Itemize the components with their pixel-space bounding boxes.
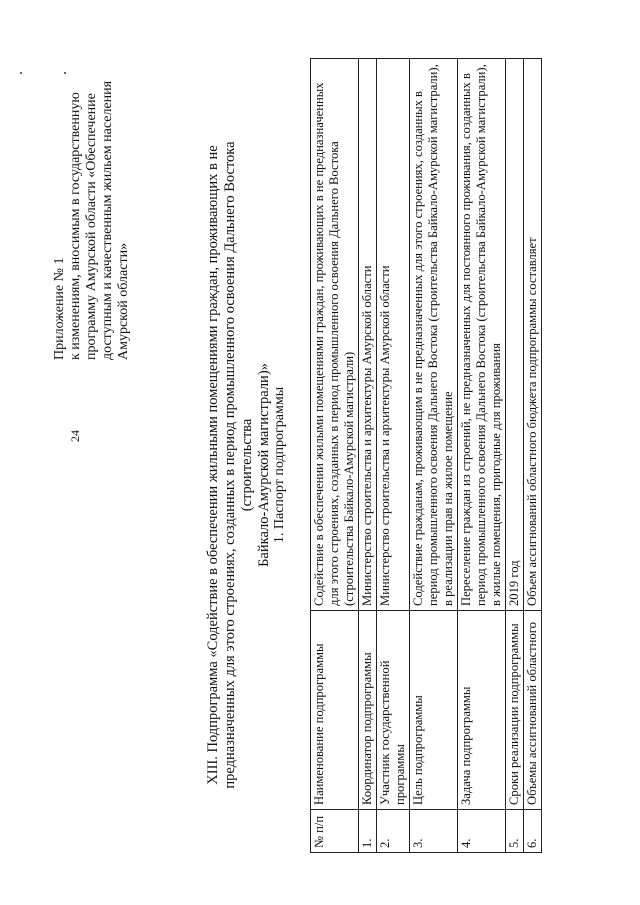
row-num: 6. [524, 810, 542, 853]
row-name: Сроки реализации подпрограммы [506, 611, 524, 810]
subprogram-heading [205, 105, 273, 825]
row-num: 4. [458, 810, 506, 853]
table-header-row [311, 59, 359, 853]
row-num: 1. [359, 810, 377, 853]
passport-table [310, 58, 542, 853]
table-row [359, 59, 377, 853]
row-num: 3. [410, 810, 458, 853]
row-name: Цель подпрограммы [410, 611, 458, 810]
passport-title: 1. Паспорт подпрограммы [272, 386, 287, 544]
heading-line: Байкало-Амурской магистрали)» [256, 363, 272, 567]
header-name: Наименование подпрограммы [311, 611, 359, 810]
heading-line: XIII. Подпрограмма «Содействие в обеспечении жильными помещениями граждан, проживающих в не [205, 145, 221, 785]
row-value: 2019 год [506, 59, 524, 611]
table-row [506, 59, 524, 853]
appendix-line: доступным и качественным жильем населения [100, 80, 115, 360]
header-num: № п/п [311, 810, 359, 853]
table-row [377, 59, 410, 853]
row-value: Объем ассигнований областного бюджета подпрограммы составляет [524, 59, 542, 611]
table-row [524, 59, 542, 853]
page-number: 24 [68, 430, 82, 442]
row-value: Содействие гражданам, проживающим в не предназначенных для этого строениях, созданных в период промышленного освоения Дальнего Востока (строительства Байкало-Амурской магистрали), в реализации прав на жилое помещение [410, 59, 458, 611]
table-row [458, 59, 506, 853]
appendix-title: Приложение № 1 [52, 257, 67, 360]
row-num: 2. [377, 810, 410, 853]
row-name: Задача подпрограммы [458, 611, 506, 810]
heading-line: предназначенных для этого строениях, созданных в период промышленного освоения Дальнего Востока (строительства [222, 141, 255, 789]
row-value: Министерство строительства и архитектуры Амурской области [359, 59, 377, 611]
row-name: Объемы ассигнований областного [524, 611, 542, 810]
appendix-line: Амурской области» [116, 242, 131, 360]
row-name: Участник государственной программы [377, 611, 410, 810]
row-value: Министерство строительства и архитектуры Амурской области [377, 59, 410, 611]
row-name: Координатор подпрограммы [359, 611, 377, 810]
appendix-line: программу Амурской области «Обеспечение [84, 93, 99, 360]
header-value: Содействие в обеспечении жилыми помещениями граждан, проживающих в не предназначенных для этого строениях, созданных в период промышленного освоения Дальнего Востока (строительства Байкало-Амурской магистрали) [311, 59, 359, 611]
appendix-block [52, 50, 132, 360]
table-row [410, 59, 458, 853]
row-value: Переселение граждан из строений, не предназначенных для постоянного проживания, созданных в период промышленного освоения Дальнего Востока (строительства Байкало-Амурской магистрали), в жилые помещения, пригодные для проживания [458, 59, 506, 611]
row-num: 5. [506, 810, 524, 853]
appendix-line: к изменениям, вносимым в государственную [68, 92, 83, 360]
